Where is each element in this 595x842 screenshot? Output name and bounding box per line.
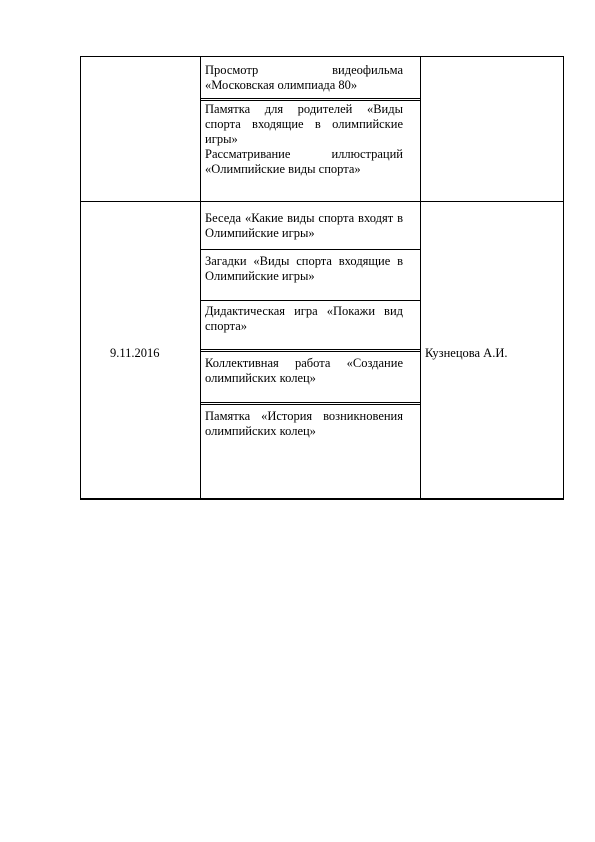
activity-text: Коллективная работа «Создание олимпийских колец» [205, 356, 403, 385]
table-border-left [80, 56, 81, 500]
activity-cell [205, 102, 403, 177]
cell-divider [200, 249, 420, 250]
activity-cell [205, 211, 403, 241]
activity-text: Беседа «Какие виды спорта входят в Олимпийские игры» [205, 211, 403, 240]
activity-text: Памятка «История возникновения олимпийских колец» [205, 409, 403, 438]
column-divider [420, 56, 421, 499]
activity-text: Просмотр видеофильма «Московская олимпиада 80» [205, 63, 403, 92]
cell-divider [200, 404, 420, 405]
activity-cell [205, 254, 403, 284]
activity-text: Рассматривание иллюстраций «Олимпийские виды спорта» [205, 147, 403, 176]
cell-divider [200, 351, 420, 352]
responsible-cell: Кузнецова А.И. [425, 346, 508, 360]
row-divider [80, 201, 564, 202]
cell-divider [200, 349, 420, 350]
activity-cell [205, 356, 403, 386]
table-border-right [563, 56, 564, 499]
activity-text: Загадки «Виды спорта входящие в Олимпийские игры» [205, 254, 403, 283]
cell-divider [200, 98, 420, 99]
table-border-bottom [80, 498, 564, 500]
column-divider [200, 56, 201, 500]
activity-text: Памятка для родителей «Виды спорта входящие в олимпийские игры» [205, 102, 403, 146]
date-cell: 9.11.2016 [110, 346, 160, 360]
activity-cell [205, 63, 403, 93]
activity-text: Дидактическая игра «Покажи вид спорта» [205, 304, 403, 333]
activity-cell [205, 409, 403, 439]
activity-cell [205, 304, 403, 334]
cell-divider [200, 402, 420, 403]
cell-divider [200, 300, 420, 301]
cell-divider [200, 100, 420, 101]
table-border-top [80, 56, 564, 57]
